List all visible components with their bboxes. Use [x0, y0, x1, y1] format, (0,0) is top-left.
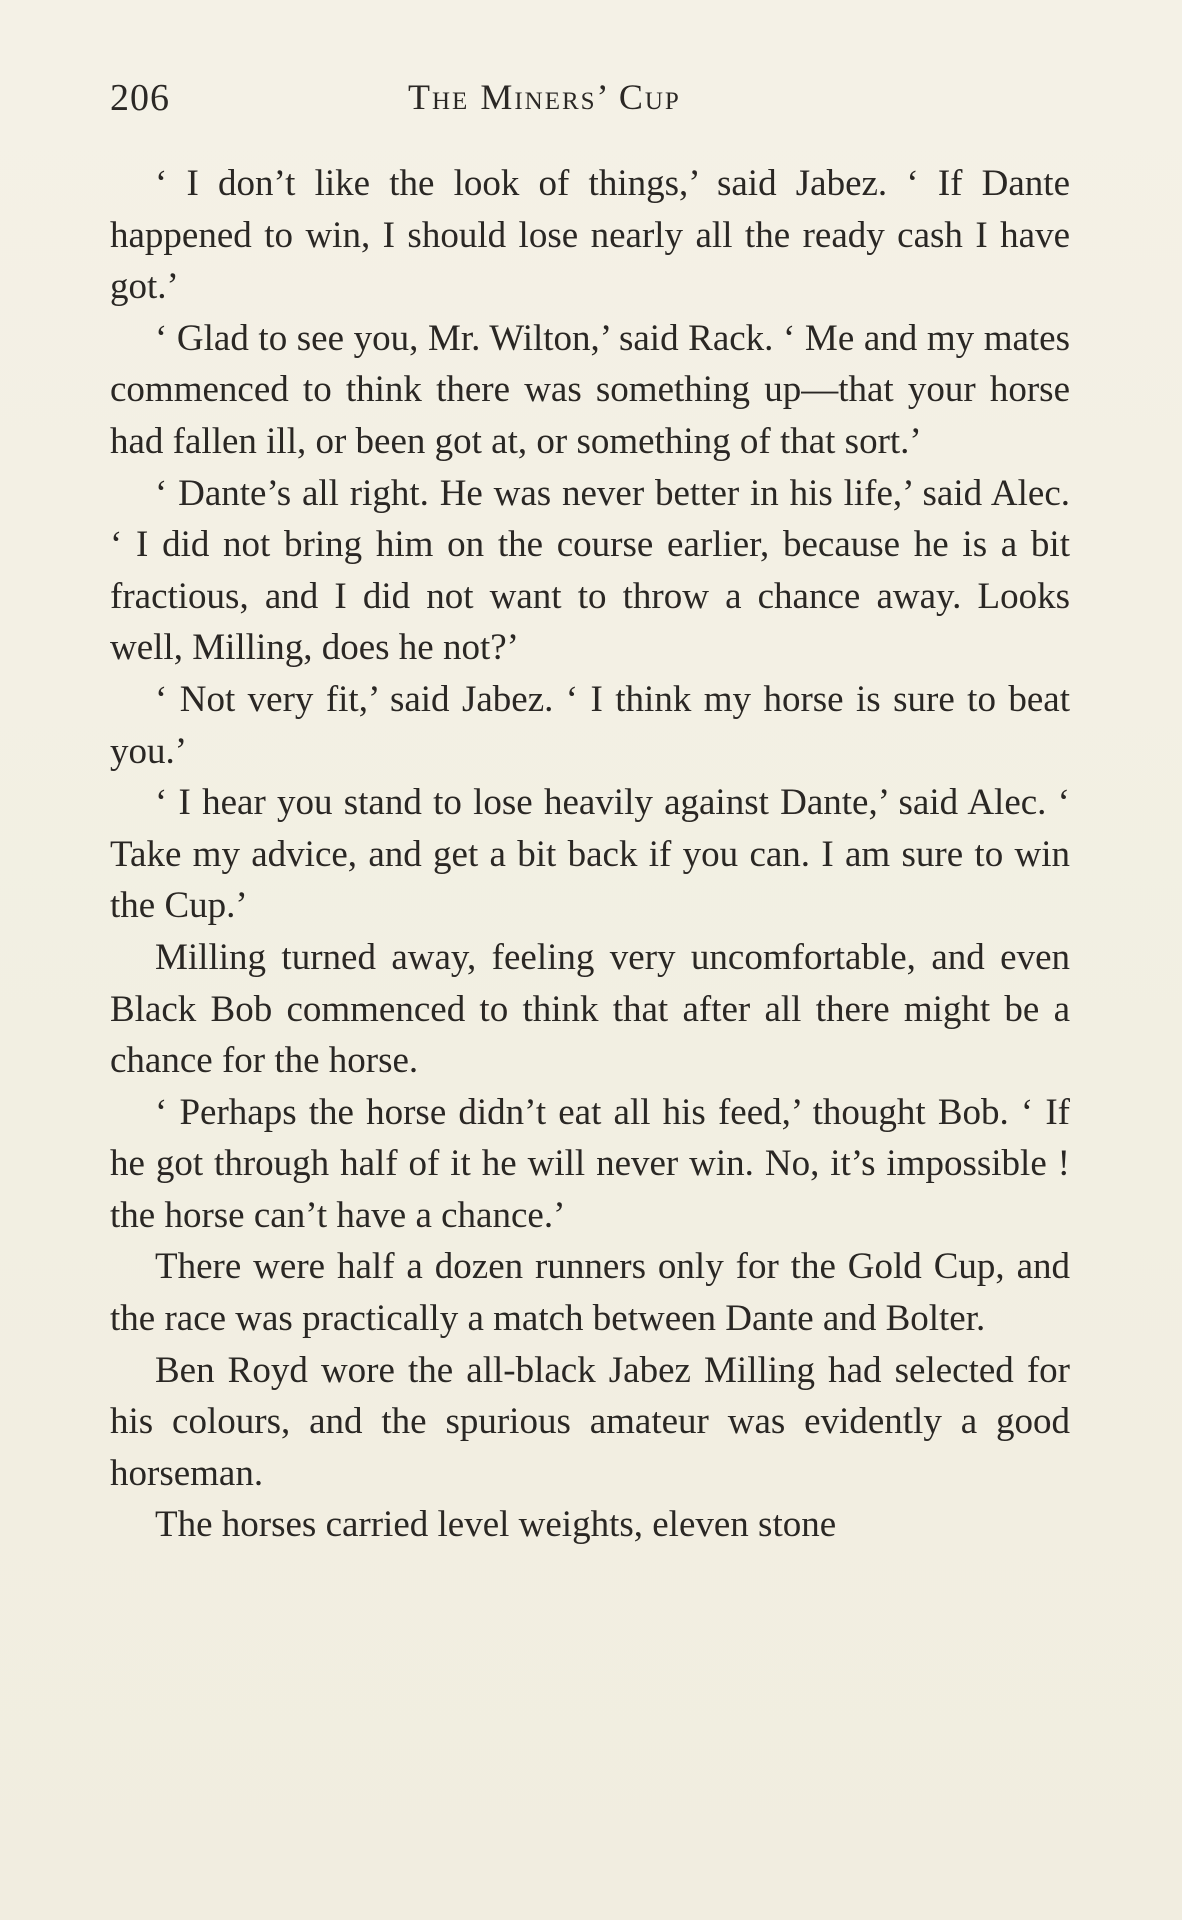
paragraph: ‘ Not very fit,’ said Jabez. ‘ I think my horse is sure to beat you.’: [110, 678, 1070, 772]
page-header: [110, 72, 1070, 132]
paragraph: ‘ Glad to see you, Mr. Wilton,’ said Rack. ‘ Me and my mates commenced to think there was something up—that your horse had fallen ill, or been got at, or something of that sort.’: [110, 317, 1070, 462]
paragraph: Ben Royd wore the all-black Jabez Milling had selected for his colours, and the spurious amateur was evidently a good horseman.: [110, 1349, 1070, 1494]
paragraph: ‘ Perhaps the horse didn’t eat all his feed,’ thought Bob. ‘ If he got through half of it he will never win. No, it’s impossible ! the horse can’t have a chance.’: [110, 1091, 1070, 1236]
running-title: The Miners’ Cup: [408, 77, 681, 117]
paragraph: ‘ I hear you stand to lose heavily against Dante,’ said Alec. ‘ Take my advice, and get a bit back if you can. I am sure to win the Cup.’: [110, 782, 1070, 927]
body-text: [110, 158, 1070, 1551]
page-number: 206: [110, 77, 170, 119]
paragraph: ‘ I don’t like the look of things,’ said Jabez. ‘ If Dante happened to win, I should lose nearly all the ready cash I have got.’: [110, 163, 1070, 308]
paragraph: Milling turned away, feeling very uncomfortable, and even Black Bob commenced to think that after all there might be a chance for the horse.: [110, 936, 1070, 1082]
paragraph: The horses carried level weights, eleven stone: [155, 1504, 837, 1546]
paragraph: ‘ Dante’s all right. He was never better in his life,’ said Alec. ‘ I did not bring him on the course earlier, because he is a bit fractious, and I did not want to throw a chance away. Looks well, Milling, does he not?’: [110, 472, 1070, 669]
paragraph: There were half a dozen runners only for the Gold Cup, and the race was practically a match between Dante and Bolter.: [110, 1246, 1070, 1340]
